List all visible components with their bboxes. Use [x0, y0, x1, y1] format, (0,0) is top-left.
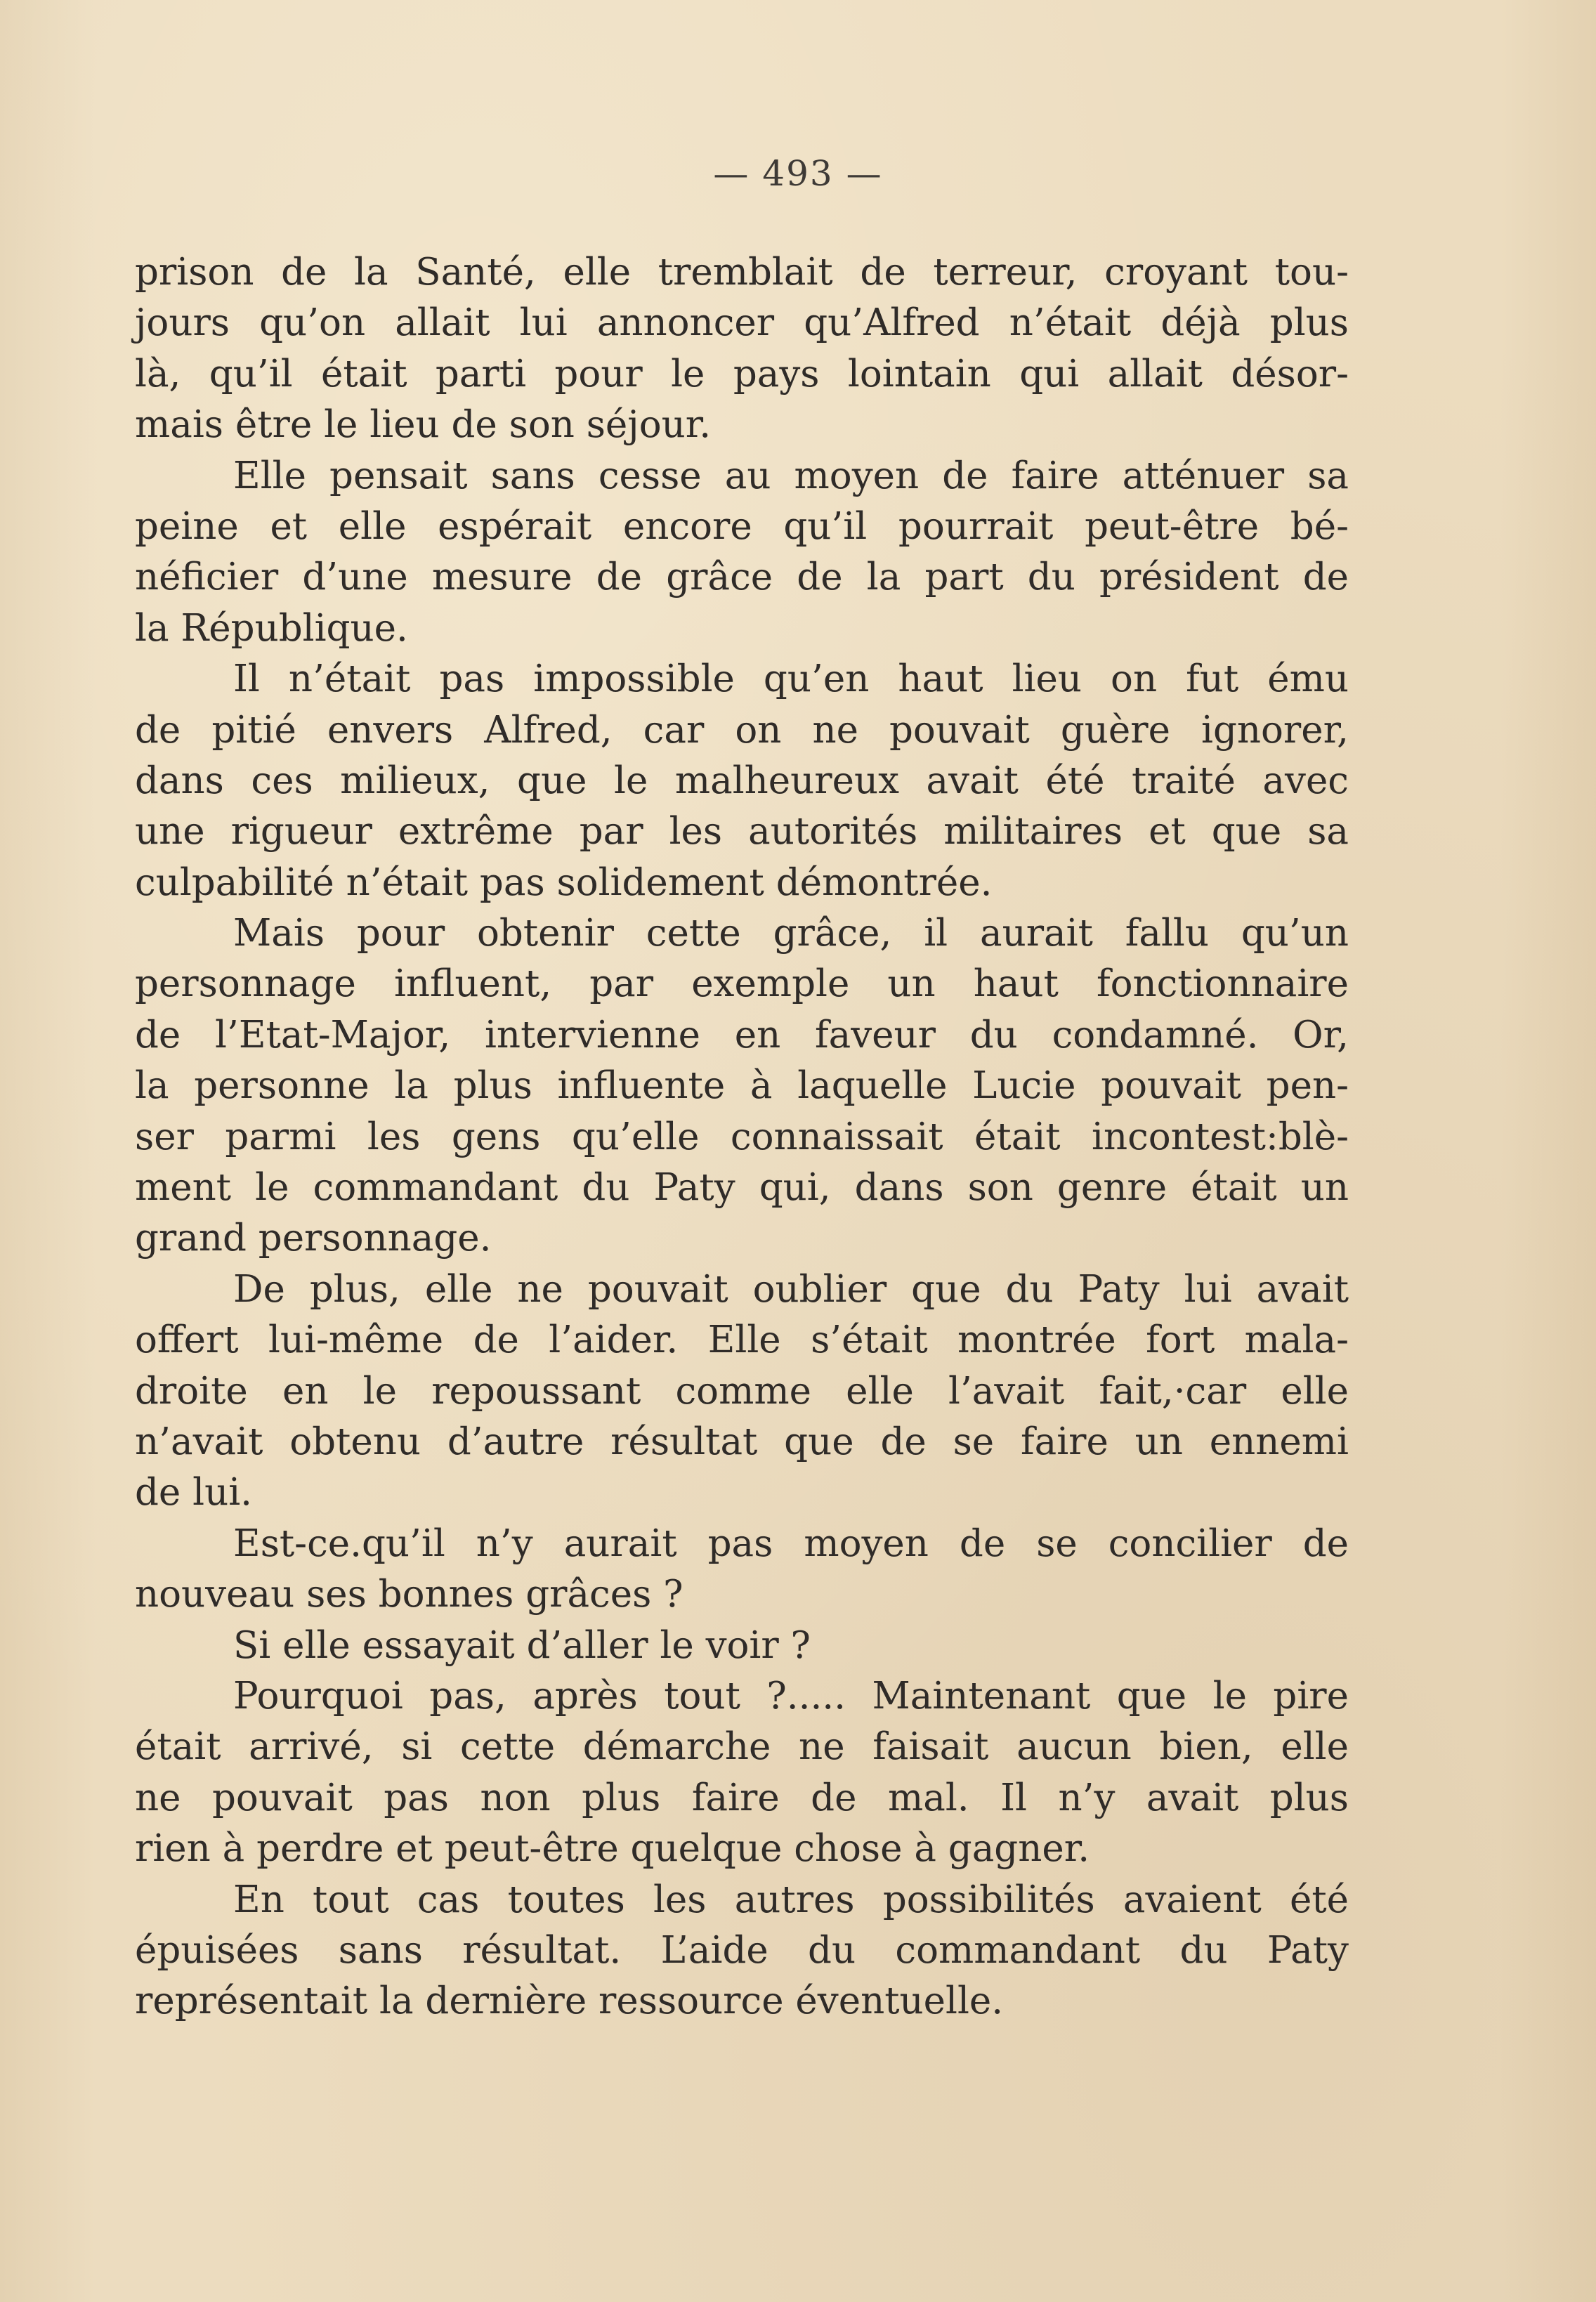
text-line: là, qu’il était parti pour le pays lointain qui allait désor- — [135, 352, 1349, 395]
text-line: En tout cas toutes les autres possibilités avaient été — [233, 1878, 1349, 1921]
text-line: offert lui-même de l’aider. Elle s’était montrée fort mala- — [135, 1319, 1349, 1362]
text-line: culpabilité n’était pas solidement démontrée. — [135, 861, 993, 904]
text-line: ser parmi les gens qu’elle connaissait était incontest:blè- — [135, 1115, 1349, 1158]
text-line: Mais pour obtenir cette grâce, il aurait fallu qu’un — [233, 912, 1349, 955]
text-line: grand personnage. — [135, 1217, 492, 1260]
text-line: nouveau ses bonnes grâces ? — [135, 1573, 683, 1616]
text-line: la République. — [135, 606, 408, 650]
text-line: de l’Etat-Major, intervienne en faveur du condamné. Or, — [135, 1013, 1349, 1057]
text-line: était arrivé, si cette démarche ne faisait aucun bien, elle — [135, 1725, 1349, 1769]
text-line: mais être le lieu de son séjour. — [135, 403, 712, 447]
text-line: représentait la dernière ressource éventuelle. — [135, 1980, 1004, 2023]
text-line: la personne la plus influente à laquelle Lucie pouvait pen- — [135, 1064, 1349, 1108]
text-line: ne pouvait pas non plus faire de mal. Il n’y avait plus — [135, 1776, 1349, 1819]
text-line: Pourquoi pas, après tout ?..... Maintenant que le pire — [233, 1674, 1349, 1718]
text-line: de lui. — [135, 1471, 253, 1515]
text-line: De plus, elle ne pouvait oublier que du Paty lui avait — [233, 1267, 1349, 1311]
text-line: peine et elle espérait encore qu’il pourrait peut-être bé- — [135, 504, 1349, 548]
text-line: dans ces milieux, que le malheureux avait été traité avec — [135, 759, 1349, 802]
text-line: de pitié envers Alfred, car on ne pouvait guère ignorer, — [135, 708, 1349, 752]
text-line: rien à perdre et peut-être quelque chose à gagner. — [135, 1827, 1090, 1871]
text-line: n’avait obtenu d’autre résultat que de se faire un ennemi — [135, 1420, 1349, 1463]
text-line: droite en le repoussant comme elle l’avait fait,·car elle — [135, 1369, 1349, 1413]
text-line: épuisées sans résultat. L’aide du commandant du Paty — [135, 1928, 1349, 1972]
text-line: prison de la Santé, elle tremblait de terreur, croyant tou- — [135, 251, 1349, 294]
text-line: Si elle essayait d’aller le voir ? — [233, 1623, 811, 1667]
text-line: Est-ce.qu’il n’y aurait pas moyen de se concilier de — [233, 1522, 1349, 1565]
page-number: — 493 — — [713, 153, 883, 194]
text-line: jours qu’on allait lui annoncer qu’Alfred n’était déjà plus — [135, 301, 1349, 345]
text-line: néficier d’une mesure de grâce de la part du président de — [135, 556, 1349, 599]
text-line: ment le commandant du Paty qui, dans son genre était un — [135, 1166, 1349, 1210]
text-line: Elle pensait sans cesse au moyen de faire atténuer sa — [233, 454, 1349, 497]
text-line: une rigueur extrême par les autorités militaires et que sa — [135, 810, 1349, 854]
text-line: personnage influent, par exemple un haut fonctionnaire — [135, 962, 1349, 1006]
body-text — [135, 247, 1349, 2027]
text-line: Il n’était pas impossible qu’en haut lieu on fut ému — [233, 658, 1349, 701]
